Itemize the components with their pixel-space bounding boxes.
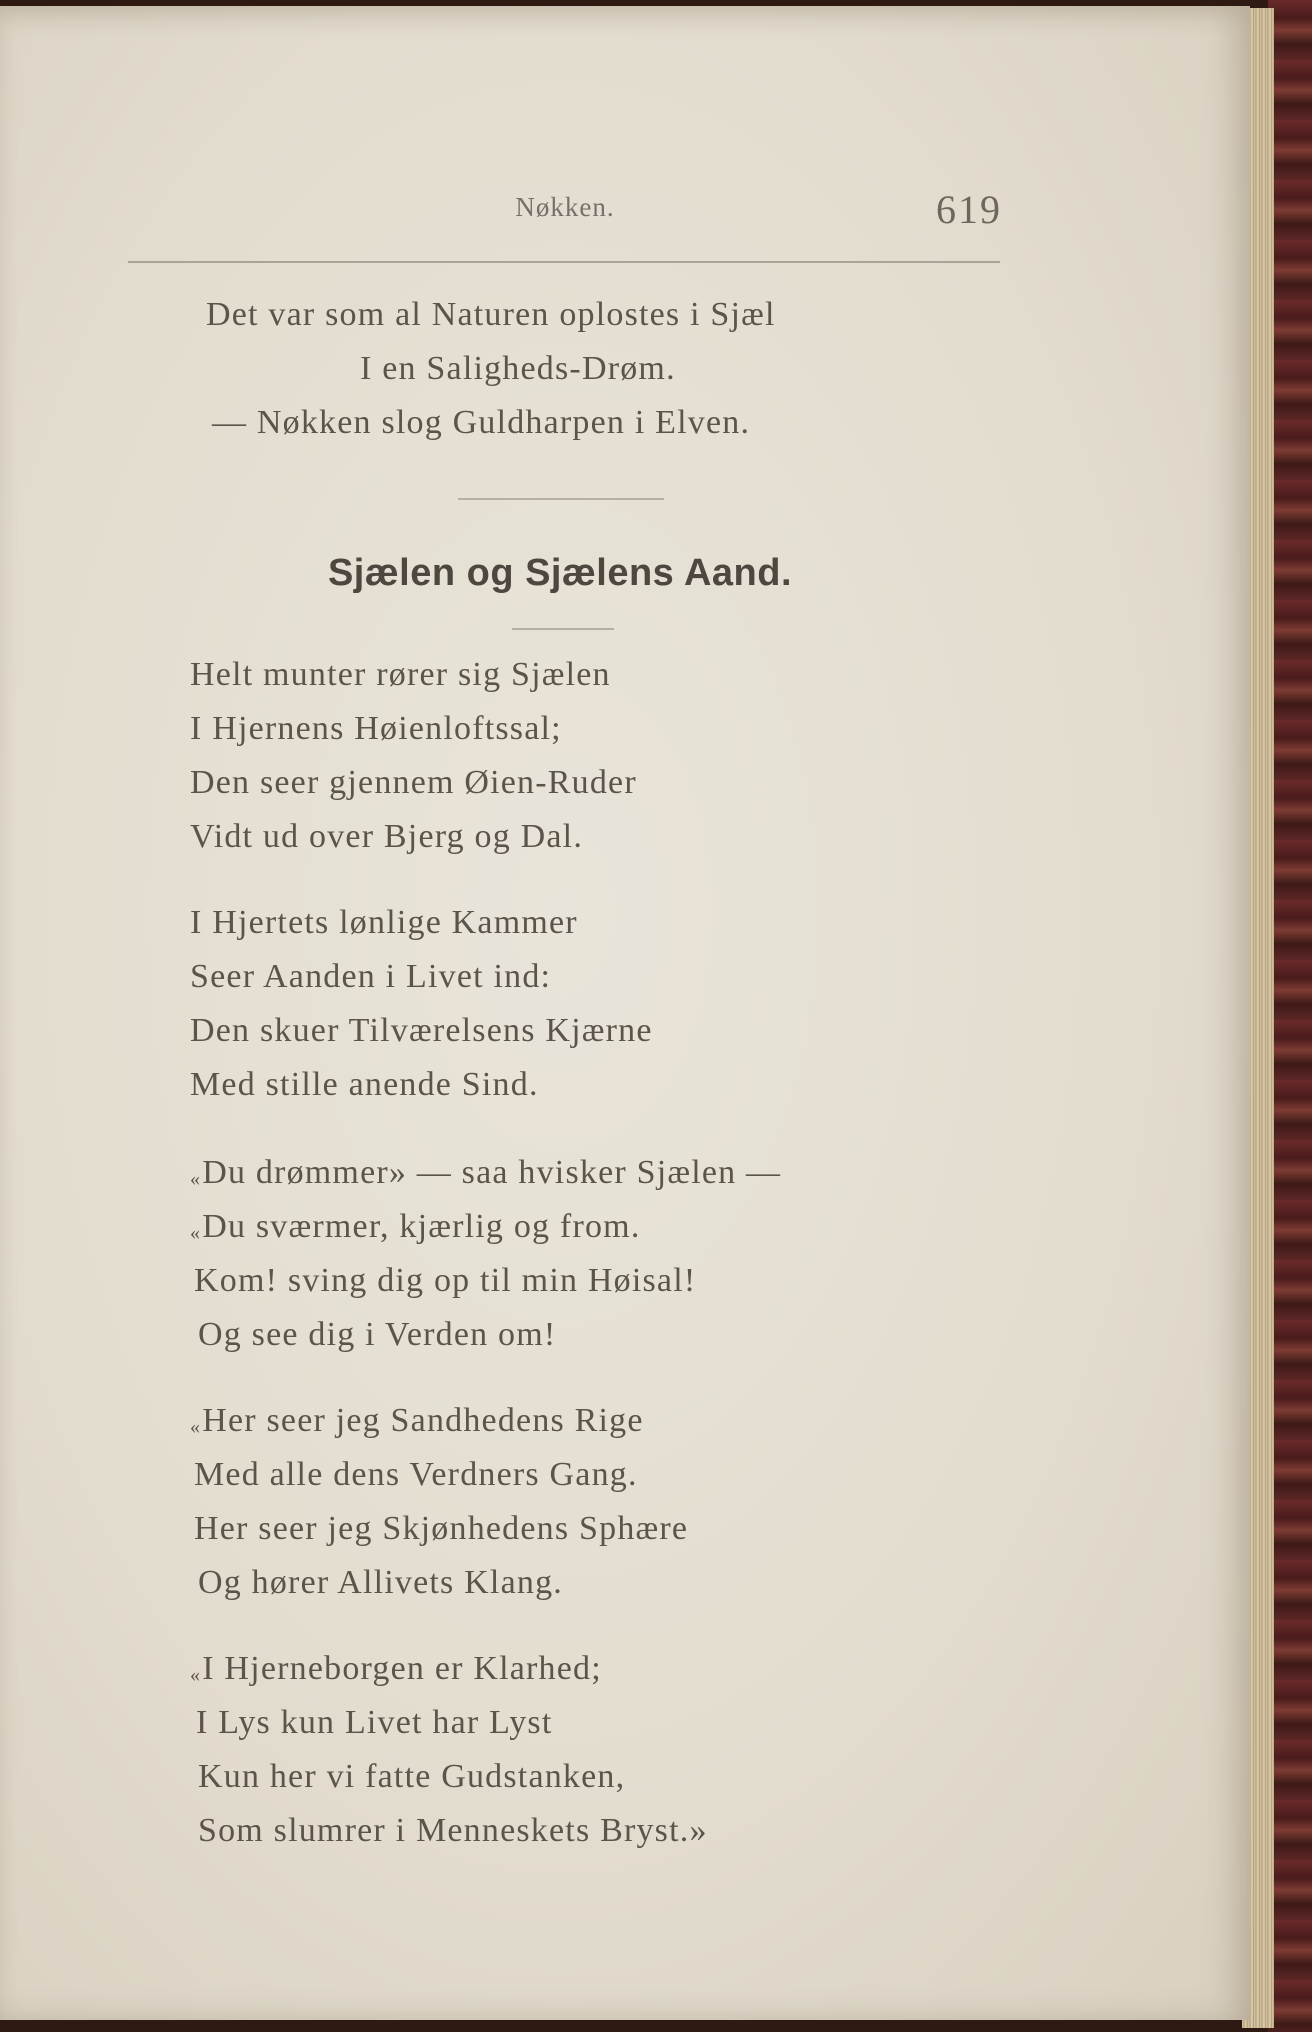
previous-poem-line: Det var som al Naturen oplostes i Sjæl [206, 296, 776, 333]
poem-line: Vidt ud over Bjerg og Dal. [190, 818, 584, 855]
poem-line: Den seer gjennem Øien-Ruder [190, 764, 637, 801]
poem-line: I Lys kun Livet har Lyst [196, 1704, 553, 1741]
running-title: Nøkken. [515, 192, 615, 222]
poem-line: Seer Aanden i Livet ind: [190, 958, 552, 995]
poem-title: Sjælen og Sjælens Aand. [327, 552, 793, 594]
previous-poem-line: — Nøkken slog Guldharpen i Elven. [212, 404, 751, 441]
poem-line: Helt munter rører sig Sjælen [190, 656, 611, 693]
poem-line-text: Du sværmer, kjærlig og from. [202, 1208, 641, 1245]
poem-line [190, 1208, 641, 1246]
poem-line: Den skuer Tilværelsens Kjærne [190, 1012, 653, 1049]
poem-line: I Hjertets lønlige Kammer [190, 904, 578, 941]
poem-line [190, 1650, 602, 1688]
quote-mark: « [190, 1222, 202, 1244]
section-divider [458, 498, 664, 500]
page [0, 6, 1250, 2020]
poem-line-text: Her seer jeg Sandhedens Rige [202, 1402, 644, 1439]
quote-mark: « [190, 1168, 202, 1190]
poem-line [190, 1402, 644, 1440]
header-rule [128, 261, 1000, 263]
quote-mark: « [190, 1416, 202, 1438]
poem-line: Og see dig i Verden om! [198, 1316, 557, 1353]
poem-line: Med alle dens Verdners Gang. [194, 1456, 638, 1493]
book-binding [1268, 0, 1312, 2032]
quote-mark: « [190, 1664, 202, 1686]
poem-line: Og hører Allivets Klang. [198, 1564, 563, 1601]
previous-poem-line: I en Saligheds-Drøm. [360, 350, 676, 387]
poem-line: Kun her vi fatte Gudstanken, [198, 1758, 626, 1795]
poem-line: Kom! sving dig op til min Høisal! [194, 1262, 697, 1299]
poem-line: I Hjernens Høienloftssal; [190, 710, 562, 747]
poem-line [190, 1154, 781, 1192]
poem-line-text: I Hjerneborgen er Klarhed; [202, 1650, 602, 1687]
title-rule [512, 628, 614, 630]
poem-line: Med stille anende Sind. [190, 1066, 539, 1103]
poem-line: Som slumrer i Menneskets Bryst.» [198, 1812, 708, 1849]
poem-line-text: Du drømmer» — saa hvisker Sjælen — [202, 1154, 782, 1191]
page-number: 619 [936, 187, 1002, 232]
poem-line: Her seer jeg Skjønhedens Sphære [194, 1510, 689, 1547]
